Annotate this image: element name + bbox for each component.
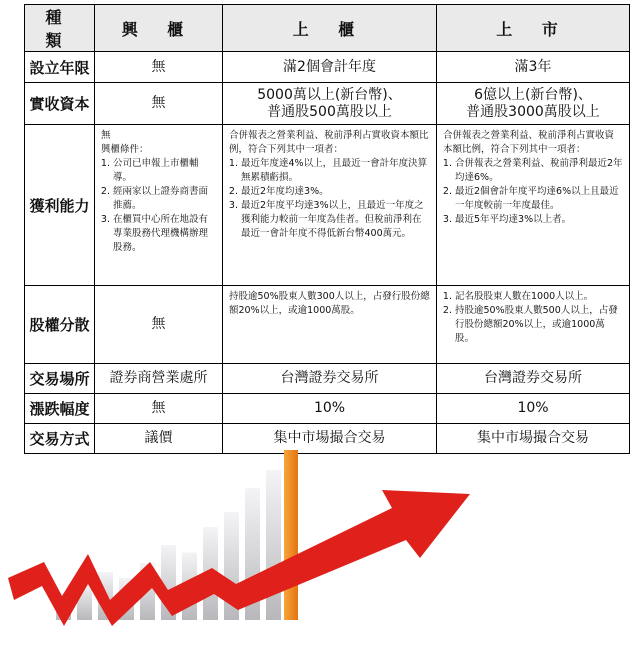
row-label: 實收資本: [25, 83, 95, 125]
row-capital: [25, 83, 630, 125]
cell-otc: [223, 125, 437, 286]
row-label: 獲利能力: [25, 125, 95, 286]
list-item: 2. 最近2年度均達3%。: [241, 185, 430, 199]
row-price-limit: [25, 394, 630, 424]
list-item: 2. 持股逾50%股東人數500人以上，占發行股份總額20%以上，或逾1000萬股。: [455, 304, 623, 346]
comparison-table: [24, 4, 630, 454]
row-trade-method: [25, 424, 630, 454]
header-type: 種 類: [25, 5, 95, 52]
header-row: [25, 5, 630, 52]
row-label: 設立年限: [25, 52, 95, 83]
header-emerging: 興 櫃: [95, 5, 223, 52]
row-venue: [25, 364, 630, 394]
row-profitability: [25, 125, 630, 286]
cell-text: 合併報表之營業利益、稅前淨利占實收資本額比例，符合下列其中一項者：: [229, 130, 429, 155]
cell-listed: 10%: [437, 394, 630, 424]
list-item: 1. 合併報表之營業利益、稅前淨利最近2年均達6%。: [455, 157, 623, 185]
cell-text: 持股逾50%股東人數300人以上，占發行股份總額20%以上，或逾1000萬股。: [229, 291, 430, 316]
growth-arrow-illustration: [0, 450, 644, 661]
header-otc: 上 櫃: [223, 5, 437, 52]
cell-listed: [437, 286, 630, 364]
cell-otc: 集中市場撮合交易: [223, 424, 437, 454]
row-label: 交易方式: [25, 424, 95, 454]
list-item: 3. 最近2年度平均達3%以上，且最近一年度之獲利能力較前一年度為佳者。但稅前淨利在最近一會計年度不得低新台幣400萬元。: [241, 199, 430, 241]
cell-listed: [437, 125, 630, 286]
list-item: 2. 經兩家以上證券商書面推薦。: [113, 185, 216, 213]
list-item: 2. 最近2個會計年度平均達6%以上且最近一年度較前一年度最佳。: [455, 185, 623, 213]
cell-emerging: 證券商營業處所: [95, 364, 223, 394]
cell-otc: 台灣證券交易所: [223, 364, 437, 394]
list-item: 1. 公司已申報上市櫃輔導。: [113, 157, 216, 185]
cell-emerging: 無: [95, 286, 223, 364]
header-listed: 上 市: [437, 5, 630, 52]
cell-listed: 集中市場撮合交易: [437, 424, 630, 454]
cell-text: 無: [101, 130, 111, 141]
cell-listed: 6億以上(新台幣)、 普通股3000萬股以上: [437, 83, 630, 125]
cell-emerging: 無: [95, 394, 223, 424]
highlight-bar: [284, 450, 298, 620]
decorative-bar: [266, 470, 281, 620]
list-item: 1. 記名股股東人數在1000人以上。: [455, 290, 623, 304]
cell-otc: 10%: [223, 394, 437, 424]
row-label: 漲跌幅度: [25, 394, 95, 424]
row-label: 交易場所: [25, 364, 95, 394]
cell-otc: 5000萬以上(新台幣)、 普通股500萬股以上: [223, 83, 437, 125]
cell-emerging: 無: [95, 52, 223, 83]
list-item: 1. 最近年度達4%以上，且最近一會計年度決算無累積虧損。: [241, 157, 430, 185]
list-item: 3. 最近5年平均達3%以上者。: [455, 213, 623, 227]
cell-text: 合併報表之營業利益、稅前淨利占實收資本額比例，符合下列其中一項者：: [443, 130, 615, 155]
cell-otc: [223, 286, 437, 364]
cell-emerging: 無: [95, 83, 223, 125]
cell-listed: 滿3年: [437, 52, 630, 83]
row-establish-years: [25, 52, 630, 83]
cell-emerging: 議價: [95, 424, 223, 454]
cell-text: 興櫃條件：: [101, 144, 149, 155]
cell-listed: 台灣證券交易所: [437, 364, 630, 394]
cell-otc: 滿2個會計年度: [223, 52, 437, 83]
row-label: 股權分散: [25, 286, 95, 364]
cell-emerging: [95, 125, 223, 286]
row-ownership: [25, 286, 630, 364]
list-item: 3. 在櫃買中心所在地設有專業股務代理機構辦理股務。: [113, 213, 216, 255]
